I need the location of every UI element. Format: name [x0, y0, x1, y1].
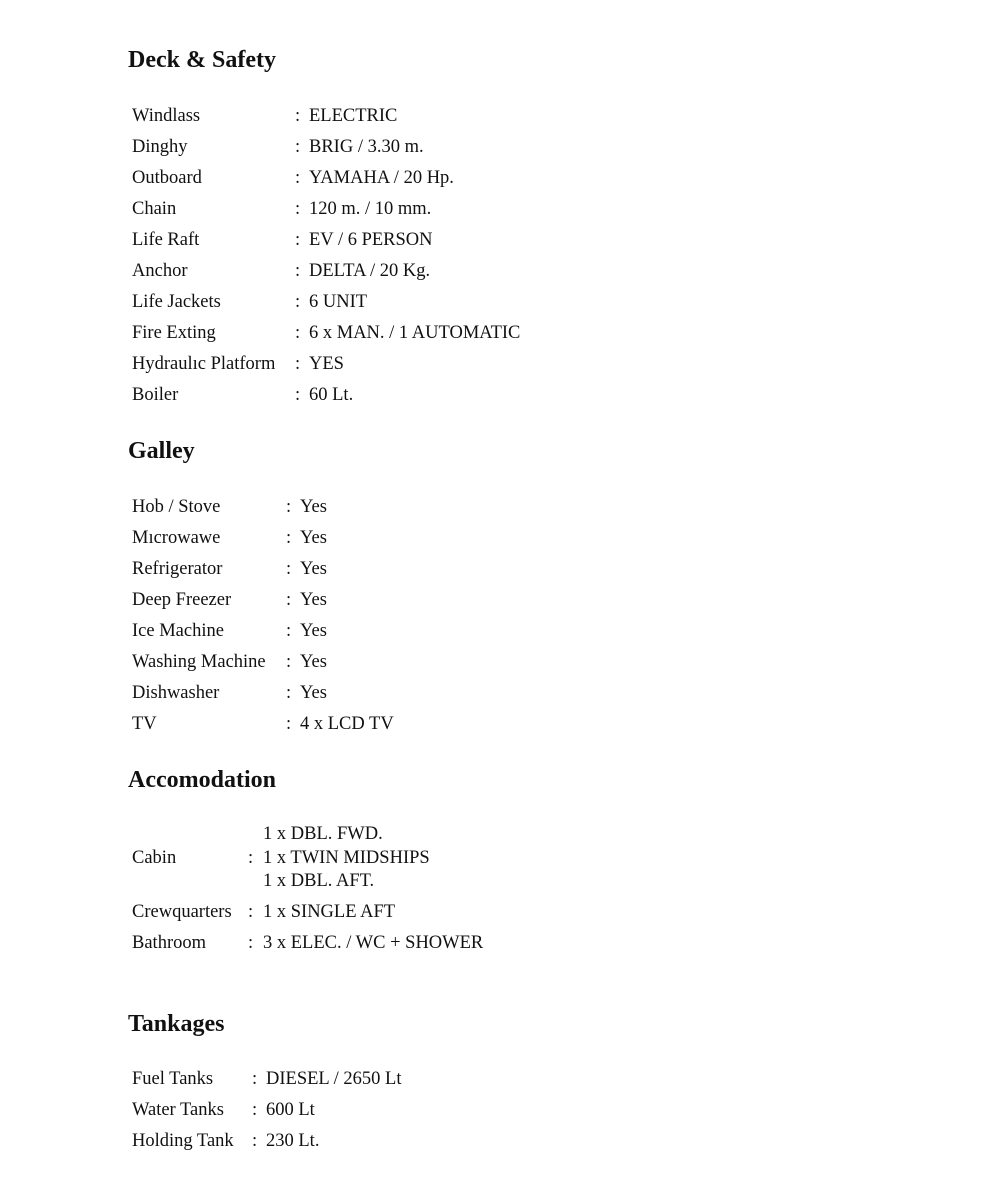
separator: :	[295, 354, 301, 374]
separator: :	[252, 1131, 258, 1151]
spec-value: ELECTRIC	[309, 106, 398, 126]
spec-value: DELTA / 20 Kg.	[309, 261, 431, 281]
separator: :	[295, 106, 301, 126]
spec-value: 1 x TWIN MIDSHIPS	[263, 847, 430, 868]
section-title-tankages: Tankages	[128, 1011, 225, 1037]
separator: :	[248, 848, 254, 868]
spec-label: Hydraulıc Platform	[132, 354, 276, 374]
spec-label: Fire Exting	[132, 323, 216, 343]
spec-label: Crewquarters	[132, 902, 232, 922]
spec-label: Hob / Stove	[132, 497, 221, 517]
separator: :	[286, 714, 292, 734]
spec-value: 230 Lt.	[266, 1131, 320, 1151]
separator: :	[248, 902, 254, 922]
separator: :	[252, 1069, 258, 1089]
spec-value: YES	[309, 354, 344, 374]
separator: :	[295, 137, 301, 157]
spec-label: Outboard	[132, 168, 202, 188]
spec-value: Yes	[300, 528, 327, 548]
spec-value: Yes	[300, 497, 327, 517]
spec-label: Life Raft	[132, 230, 200, 250]
spec-value: Yes	[300, 621, 327, 641]
spec-value: Yes	[300, 683, 327, 703]
spec-label: Windlass	[132, 106, 201, 126]
separator: :	[295, 199, 301, 219]
spec-value: EV / 6 PERSON	[309, 230, 433, 250]
spec-value: YAMAHA / 20 Hp.	[309, 168, 454, 188]
spec-value: 3 x ELEC. / WC + SHOWER	[263, 933, 484, 953]
separator: :	[295, 230, 301, 250]
separator: :	[286, 683, 292, 703]
spec-value: Yes	[300, 559, 327, 579]
separator: :	[252, 1100, 258, 1120]
spec-label: Anchor	[132, 261, 188, 281]
spec-value: DIESEL / 2650 Lt	[266, 1069, 402, 1089]
separator: :	[295, 323, 301, 343]
separator: :	[286, 590, 292, 610]
spec-label: Cabin	[132, 848, 177, 868]
separator: :	[286, 652, 292, 672]
separator: :	[286, 528, 292, 548]
section-title-deck-safety: Deck & Safety	[128, 47, 276, 73]
spec-label: Fuel Tanks	[132, 1069, 214, 1089]
spec-value: 60 Lt.	[309, 385, 354, 405]
separator: :	[286, 559, 292, 579]
spec-value: 600 Lt	[266, 1100, 315, 1120]
spec-value: Yes	[300, 652, 327, 672]
spec-label: Refrigerator	[132, 559, 223, 579]
spec-label: Bathroom	[132, 933, 206, 953]
spec-label: Water Tanks	[132, 1100, 224, 1120]
separator: :	[295, 385, 301, 405]
spec-label: Life Jackets	[132, 292, 221, 312]
spec-value: 4 x LCD TV	[300, 714, 394, 734]
spec-label: Holding Tank	[132, 1131, 234, 1151]
spec-value: 120 m. / 10 mm.	[309, 199, 432, 219]
separator: :	[295, 292, 301, 312]
separator: :	[248, 933, 254, 953]
spec-label: Ice Machine	[132, 621, 224, 641]
separator: :	[295, 261, 301, 281]
section-title-galley: Galley	[128, 438, 195, 464]
spec-value: 1 x SINGLE AFT	[263, 902, 396, 922]
spec-label: Dishwasher	[132, 683, 220, 703]
cabin-values	[263, 823, 430, 894]
separator: :	[286, 621, 292, 641]
spec-label: Deep Freezer	[132, 590, 232, 610]
spec-label: Dinghy	[132, 137, 188, 157]
spec-value: BRIG / 3.30 m.	[309, 137, 424, 157]
spec-label: Chain	[132, 199, 177, 219]
separator: :	[295, 168, 301, 188]
spec-value: 1 x DBL. AFT.	[263, 871, 375, 891]
section-title-accomodation: Accomodation	[128, 767, 276, 793]
spec-value: Yes	[300, 590, 327, 610]
spec-value: 6 x MAN. / 1 AUTOMATIC	[309, 323, 521, 343]
spec-label: TV	[132, 714, 157, 734]
spec-label: Boiler	[132, 385, 179, 405]
separator: :	[286, 497, 292, 517]
spec-value: 6 UNIT	[309, 292, 368, 312]
spec-label: Mıcrowawe	[132, 528, 221, 548]
spec-value: 1 x DBL. FWD.	[263, 824, 383, 844]
spec-label: Washing Machine	[132, 652, 266, 672]
